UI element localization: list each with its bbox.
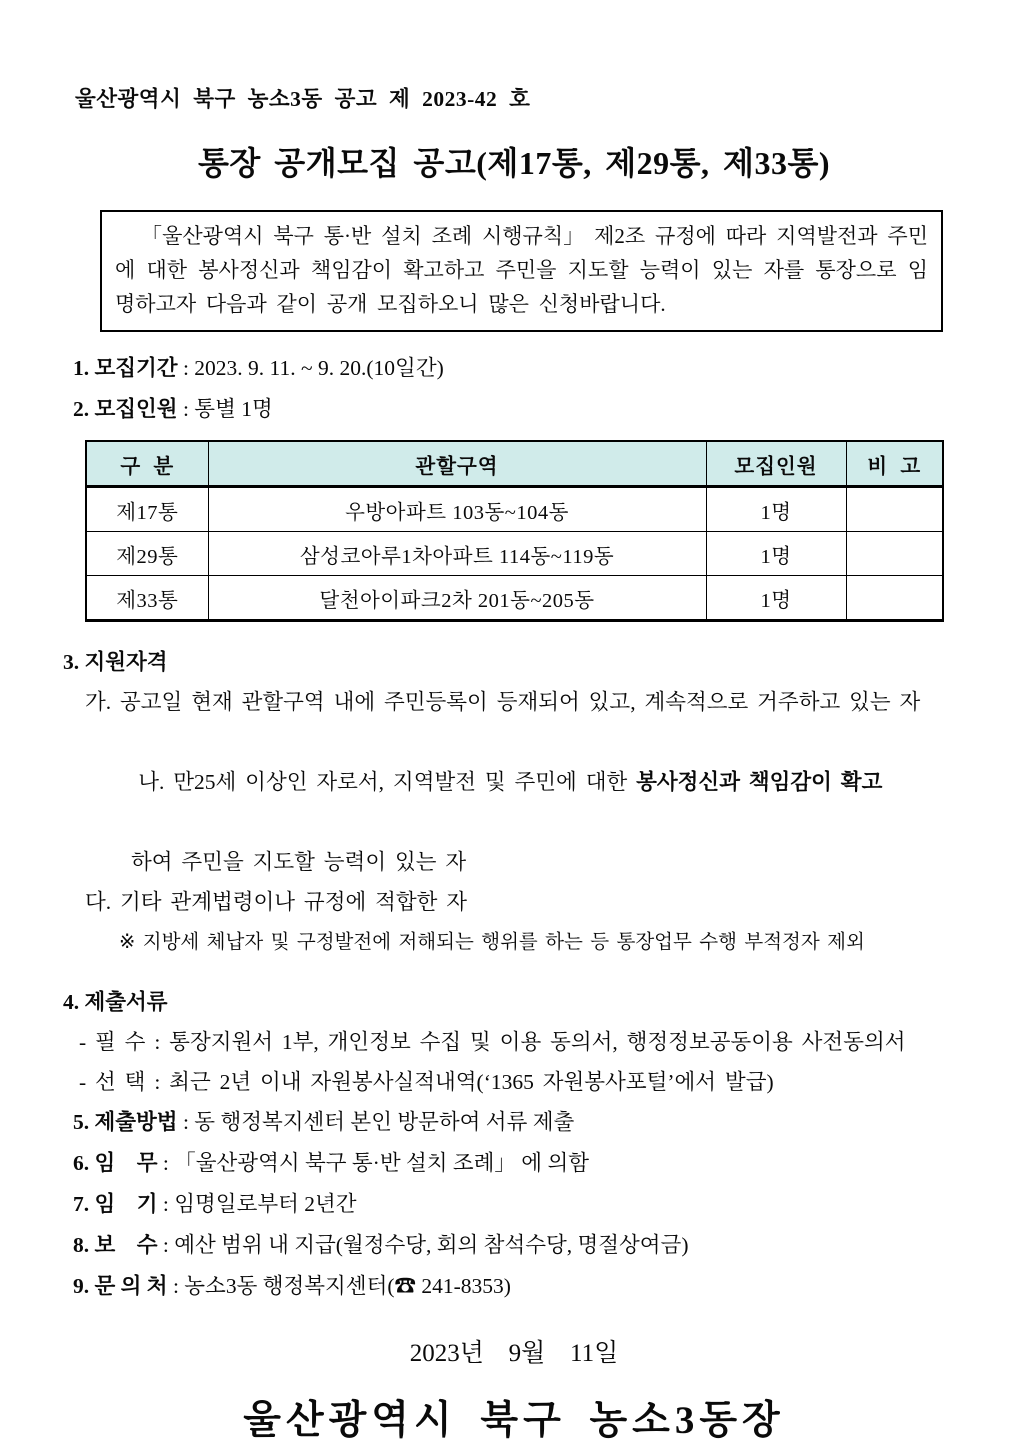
item-submit-method — [73, 1102, 965, 1143]
recruit-table-wrap — [85, 440, 944, 622]
item-duty-value: : 「울산광역시 북구 통·반 설치 조례」 에 의함 — [157, 1151, 589, 1175]
table-row — [86, 532, 943, 576]
qualification-item-na — [63, 722, 965, 842]
table-cell-region: 달천아이파크2차 201동~205동 — [208, 576, 706, 621]
table-cell-region: 삼성코아루1차아파트 114동~119동 — [208, 532, 706, 576]
table-cell-gubun: 제17통 — [86, 487, 208, 532]
item-duty-label: 6. 임 무 — [73, 1151, 158, 1175]
table-cell-gubun: 제29통 — [86, 532, 208, 576]
qualification-item-na-prefix: 나. 만25세 이상인 자로서, 지역발전 및 주민에 대한 — [138, 770, 637, 794]
table-header-note: 비 고 — [846, 441, 943, 487]
table-cell-count: 1명 — [706, 576, 846, 621]
item-submit-method-value: : 동 행정복지센터 본인 방문하여 서류 제출 — [177, 1110, 575, 1134]
table-cell-note — [846, 487, 943, 532]
table-cell-count: 1명 — [706, 487, 846, 532]
table-header-count: 모집인원 — [706, 441, 846, 487]
item-pay — [73, 1225, 965, 1266]
table-row — [86, 576, 943, 621]
table-row — [86, 487, 943, 532]
section-3-heading: 3. 지원자격 — [63, 650, 168, 674]
item-recruit-count-label: 2. 모집인원 — [73, 397, 178, 421]
table-header-region: 관할구역 — [208, 441, 706, 487]
item-term — [73, 1184, 965, 1225]
intro-box — [100, 210, 943, 332]
table-cell-gubun: 제33통 — [86, 576, 208, 621]
announcement-number: 울산광역시 북구 농소3동 공고 제 2023-42 호 — [75, 87, 531, 111]
item-term-value: : 임명일로부터 2년간 — [157, 1192, 357, 1216]
section-4-heading: 4. 제출서류 — [63, 990, 168, 1014]
qualification-note: ※ 지방세 체납자 및 구정발전에 저해되는 행위를 하는 등 통장업무 수행 부적정자 제외 — [119, 931, 865, 953]
item-term-label: 7. 임 기 — [73, 1192, 158, 1216]
date-line: 2023년 9월 11일 — [409, 1340, 619, 1367]
qualification-item-ga: 가. 공고일 현재 관할구역 내에 주민등록이 등재되어 있고, 계속적으로 거주하고 있는 자 — [85, 690, 921, 714]
table-header-row — [86, 441, 943, 487]
required-docs-line: - 필 수 : 통장지원서 1부, 개인정보 수집 및 이용 동의서, 행정정보공동이용 사전동의서 — [79, 1030, 906, 1054]
table-cell-count: 1명 — [706, 532, 846, 576]
optional-docs-line: - 선 택 : 최근 2년 이내 자원봉사실적내역(‘1365 자원봉사포털’에서 발급) — [79, 1070, 774, 1094]
recruit-table — [85, 440, 944, 622]
table-header-gubun: 구 분 — [86, 441, 208, 487]
item-recruit-period-value: : 2023. 9. 11. ~ 9. 20.(10일간) — [177, 356, 444, 380]
qualification-item-na-bold: 봉사정신과 책임감이 확고 — [636, 770, 883, 794]
item-pay-label: 8. 보 수 — [73, 1233, 158, 1257]
table-cell-note — [846, 576, 943, 621]
item-pay-value: : 예산 범위 내 지급(월정수당, 회의 참석수당, 명절상여금) — [157, 1233, 689, 1257]
item-recruit-count-value: : 통별 1명 — [177, 397, 273, 421]
recruit-summary — [63, 348, 965, 430]
item-recruit-period — [73, 348, 965, 389]
table-cell-note — [846, 532, 943, 576]
item-recruit-period-label: 1. 모집기간 — [73, 356, 178, 380]
page-title: 통장 공개모집 공고(제17통, 제29통, 제33통) — [197, 145, 831, 181]
item-duty — [73, 1143, 965, 1184]
intro-paragraph: 「울산광역시 북구 통·반 설치 조례 시행규칙」 제2조 규정에 따라 지역발전과 주민에 대한 봉사정신과 책임감이 확고하고 주민을 지도할 능력이 있는 자를 통장으로 임명하고자 다음과 같이 공개 모집하오니 많은 신청바랍니다. — [115, 224, 928, 316]
item-submit-method-label: 5. 제출방법 — [73, 1110, 178, 1134]
table-cell-region: 우방아파트 103동~104동 — [208, 487, 706, 532]
item-contact — [73, 1266, 965, 1307]
signature-line: 울산광역시 북구 농소3동장 — [243, 1399, 785, 1442]
item-contact-label: 9. 문 의 처 — [73, 1274, 168, 1298]
qualification-item-da: 다. 기타 관계법령이나 규정에 적합한 자 — [85, 890, 468, 914]
qualification-item-na-cont: 하여 주민을 지도할 능력이 있는 자 — [131, 850, 467, 874]
item-recruit-count — [73, 389, 965, 430]
item-contact-value: : 농소3동 행정복지센터(☎ 241-8353) — [167, 1274, 511, 1298]
